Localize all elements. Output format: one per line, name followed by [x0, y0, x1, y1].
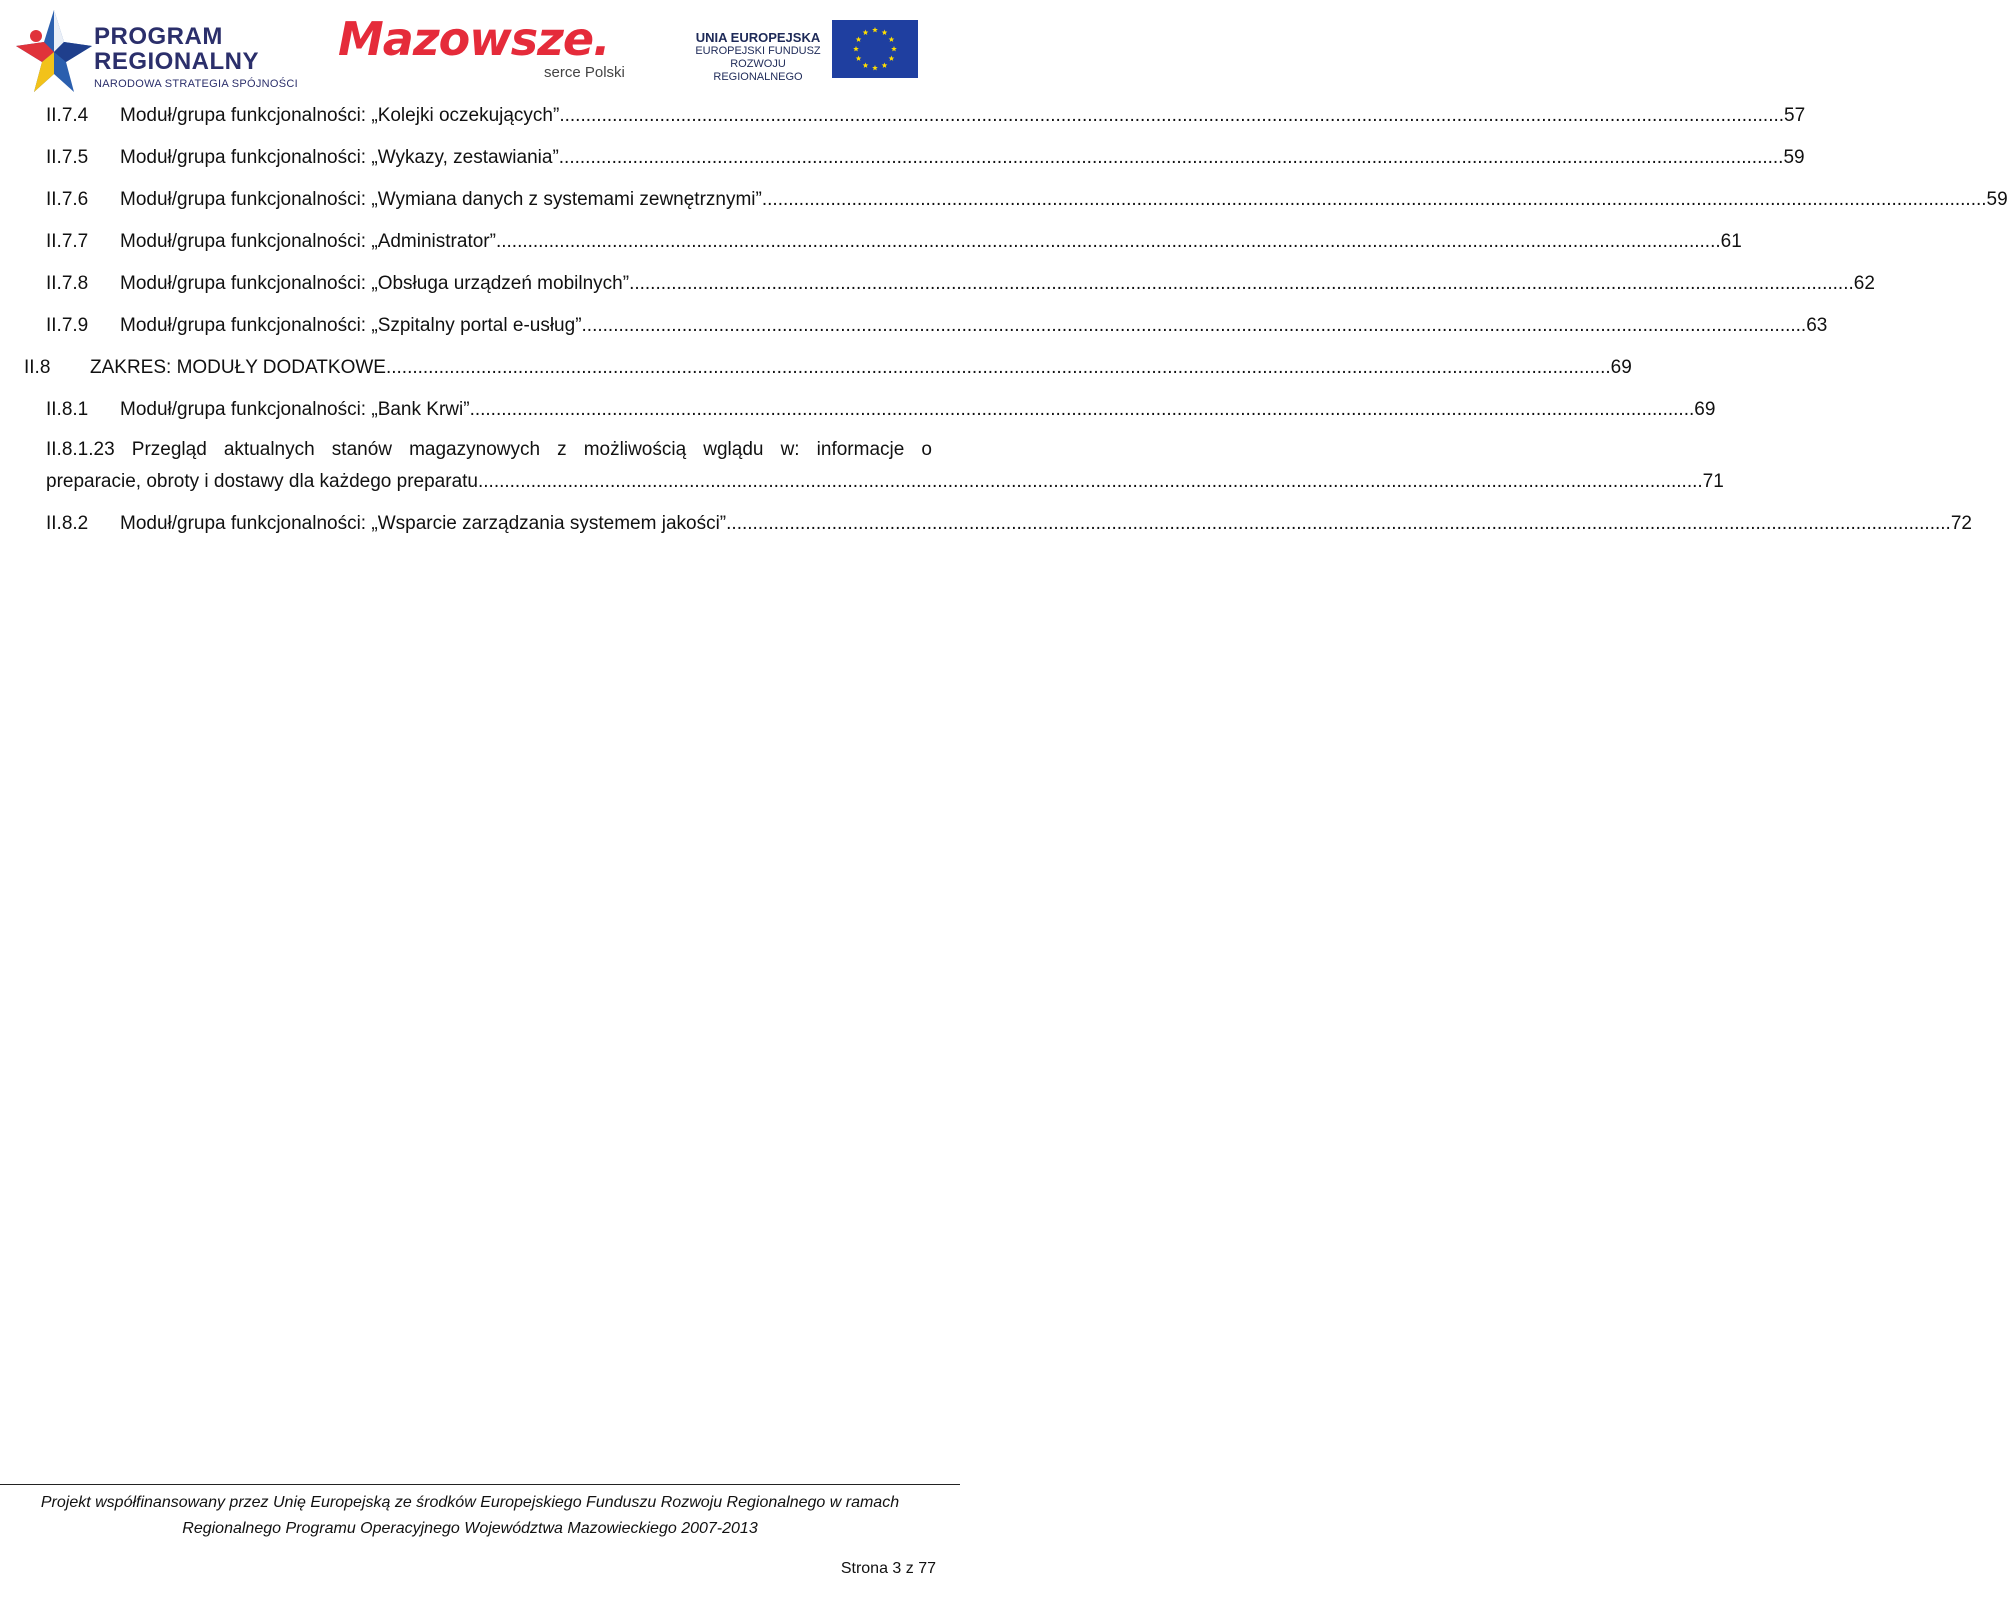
page-number: Strona 3 z 77 [840, 1560, 936, 1577]
toc-entry-page: 61 [1720, 231, 1742, 252]
toc-entry-page: 71 [1702, 471, 1724, 492]
toc-entry-page: 69 [1610, 357, 1632, 378]
toc-entry-title: Moduł/grupa funkcjonalności: „Kolejki oczekujących” [120, 105, 560, 126]
toc-leader-dots [478, 466, 1703, 498]
toc-word: informacje [816, 439, 905, 460]
program-regionalny-wordmark [94, 24, 298, 90]
toc-entry-title: Moduł/grupa funkcjonalności: „Wykazy, zestawiania” [120, 147, 559, 168]
toc-entry-number: II.7.6 [46, 189, 89, 210]
toc-entry-title: Moduł/grupa funkcjonalności: „Obsługa urządzeń mobilnych” [120, 273, 630, 294]
toc-entry-number: II.8 [24, 357, 51, 378]
toc-leader-dots [762, 188, 1987, 212]
document-header [0, 0, 960, 100]
eu-logo-line2: EUROPEJSKI FUNDUSZ [695, 45, 821, 57]
toc-leader-dots [629, 272, 1854, 296]
footer-funding-note [0, 1490, 940, 1542]
toc-entry-page: 72 [1950, 513, 1972, 534]
eu-logo-line1: UNIA EUROPEJSKA [695, 30, 821, 45]
mazowsze-logo [338, 14, 638, 84]
toc-word: o [921, 439, 932, 460]
toc-entry-page: 59 [1986, 189, 2008, 210]
footer-line1: Projekt współfinansowany przez Unię Europejską ze środków Europejskiego Funduszu Rozwoju Regionalnego w ramach [40, 1494, 900, 1511]
toc-entry-number: II.8.1.23 [46, 439, 115, 460]
eu-flag-icon [832, 20, 918, 78]
toc-entry-page: 57 [1784, 105, 1806, 126]
footer-line2: Regionalnego Programu Operacyjnego Województwa Mazowieckiego 2007-2013 [182, 1520, 758, 1537]
toc-entry-number: II.7.7 [46, 231, 89, 252]
eu-wordmark [688, 30, 828, 84]
toc-entry-title: Moduł/grupa funkcjonalności: „Administrator” [120, 231, 496, 252]
footer-divider [0, 1484, 960, 1485]
toc-entry[interactable] [46, 146, 1805, 170]
toc-leader-dots [559, 146, 1784, 170]
eu-logo [688, 20, 928, 82]
toc-entry[interactable] [46, 272, 1875, 296]
program-logo-line3: NARODOWA STRATEGIA SPÓJNOŚCI [94, 78, 298, 90]
mazowsze-wordmark: Mazowsze. [338, 12, 610, 66]
toc-word: wglądu [703, 439, 764, 460]
toc-entry[interactable] [46, 512, 1972, 536]
toc-leader-dots [470, 398, 1695, 422]
toc-entry-number: II.7.8 [46, 273, 89, 294]
toc-word: magazynowych [409, 439, 541, 460]
toc-entry-page: 62 [1853, 273, 1875, 294]
toc-entry-page: 59 [1783, 147, 1805, 168]
program-logo-line1: PROGRAM [94, 23, 223, 50]
mazowsze-tagline: serce Polski [544, 64, 625, 81]
toc-entry-wrapped[interactable] [46, 434, 1724, 498]
toc-leader-dots [582, 314, 1807, 338]
toc-entry[interactable] [46, 314, 1828, 338]
toc-entry-title: Moduł/grupa funkcjonalności: „Wymiana danych z systemami zewnętrznymi” [120, 189, 762, 210]
toc-entry-number: II.7.9 [46, 315, 89, 336]
toc-entry[interactable] [46, 188, 2008, 212]
toc-leader-dots [559, 104, 1784, 128]
toc-word: w: [780, 439, 800, 460]
toc-entry-number: II.8.2 [46, 513, 89, 534]
eu-logo-line3: ROZWOJU REGIONALNEGO [713, 58, 803, 83]
toc-entry-page: 63 [1806, 315, 1828, 336]
toc-wrapped-line2 [46, 466, 1724, 498]
toc-word: z [557, 439, 567, 460]
toc-entry-number: II.7.4 [46, 105, 89, 126]
toc-entry-title: Moduł/grupa funkcjonalności: „Bank Krwi” [120, 399, 470, 420]
toc-entry-title: Moduł/grupa funkcjonalności: „Wsparcie zarządzania systemem jakości” [120, 513, 727, 534]
toc-entry-number: II.8.1 [46, 399, 89, 420]
toc-leader-dots [386, 356, 1611, 380]
toc-entry[interactable] [46, 230, 1742, 254]
toc-entry-title: Moduł/grupa funkcjonalności: „Szpitalny portal e-usług” [120, 315, 582, 336]
toc-word: możliwością [583, 439, 687, 460]
toc-wrapped-line1 [46, 434, 932, 466]
toc-leader-dots [726, 512, 1951, 536]
toc-word: aktualnych [223, 439, 315, 460]
toc-entry-page: 69 [1694, 399, 1716, 420]
toc-word: Przegląd [131, 439, 207, 460]
toc-entry-number: II.7.5 [46, 147, 89, 168]
toc-entry-title: ZAKRES: MODUŁY DODATKOWE [90, 357, 386, 378]
program-logo-line2: REGIONALNY [94, 48, 260, 75]
toc-entry[interactable] [46, 398, 1716, 422]
toc-entry-title-continued: preparacie, obroty i dostawy dla każdego preparatu [46, 471, 478, 492]
toc-entry-section[interactable] [24, 356, 1632, 380]
program-regionalny-logo [14, 6, 314, 92]
toc-entry[interactable] [46, 104, 1806, 128]
toc-word: stanów [331, 439, 392, 460]
toc-leader-dots [496, 230, 1721, 254]
program-regionalny-star-icon [14, 6, 94, 96]
